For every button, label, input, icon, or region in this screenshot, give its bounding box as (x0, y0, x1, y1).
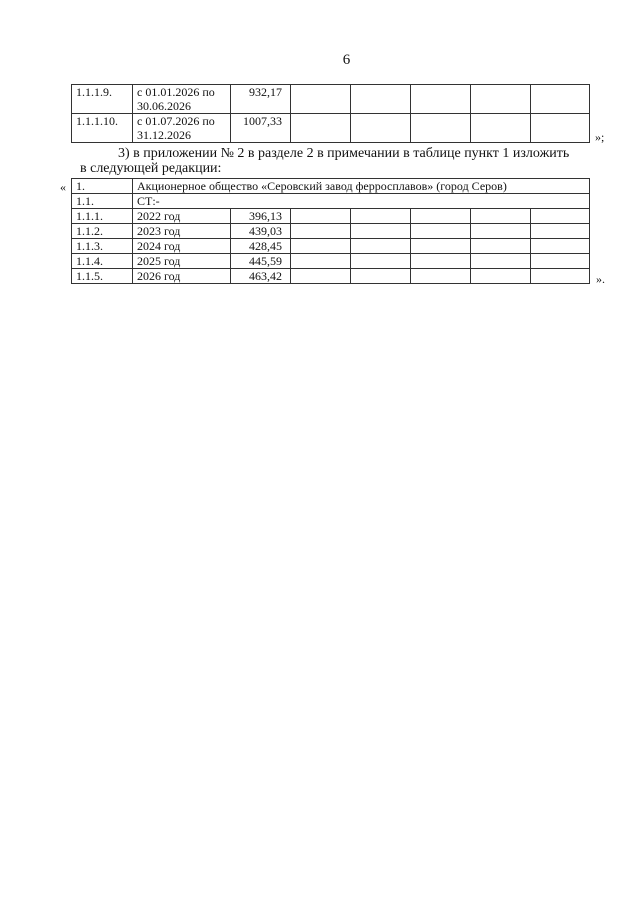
empty-cell (471, 114, 531, 143)
empty-cell (291, 85, 351, 114)
row-year: 2024 год (133, 239, 231, 254)
table-row (72, 209, 590, 224)
row-year: 2023 год (133, 224, 231, 239)
amendment-paragraph-line1: 3) в приложении № 2 в разделе 2 в примечании в таблице пункт 1 изложить (118, 146, 570, 161)
row-value: 463,42 (231, 269, 291, 284)
empty-cell (471, 239, 531, 254)
row-code: 1.1.1.10. (72, 114, 133, 143)
empty-cell (351, 224, 411, 239)
table-row (72, 224, 590, 239)
row-value: 445,59 (231, 254, 291, 269)
empty-cell (471, 224, 531, 239)
row-year: 2025 год (133, 254, 231, 269)
empty-cell (351, 269, 411, 284)
empty-cell (411, 114, 471, 143)
row-value: 396,13 (231, 209, 291, 224)
tariff-table-new (71, 178, 590, 284)
empty-cell (531, 224, 590, 239)
empty-cell (531, 254, 590, 269)
empty-cell (531, 209, 590, 224)
row-value: 1007,33 (231, 114, 291, 143)
closing-quote: »; (595, 130, 605, 144)
sub-code: 1.1. (72, 194, 133, 209)
empty-cell (531, 85, 590, 114)
tariff-table-continuation (71, 84, 590, 143)
opening-quote: « (60, 180, 66, 194)
empty-cell (471, 269, 531, 284)
sub-label: СТ:- (133, 194, 590, 209)
empty-cell (291, 209, 351, 224)
amendment-paragraph-line2: в следующей редакции: (80, 161, 222, 176)
empty-cell (471, 85, 531, 114)
empty-cell (411, 239, 471, 254)
row-year: 2026 год (133, 269, 231, 284)
table-row (72, 254, 590, 269)
table-header-row (72, 179, 590, 194)
closing-quote: ». (596, 272, 605, 286)
row-code: 1.1.3. (72, 239, 133, 254)
empty-cell (531, 114, 590, 143)
empty-cell (291, 254, 351, 269)
empty-cell (351, 85, 411, 114)
table-row (72, 239, 590, 254)
empty-cell (351, 254, 411, 269)
row-code: 1.1.5. (72, 269, 133, 284)
row-code: 1.1.2. (72, 224, 133, 239)
row-period: с 01.01.2026 по 30.06.2026 (133, 85, 231, 114)
table-row (72, 269, 590, 284)
empty-cell (411, 269, 471, 284)
table-row (72, 85, 590, 114)
empty-cell (531, 269, 590, 284)
empty-cell (471, 209, 531, 224)
table-subheader-row (72, 194, 590, 209)
row-code: 1.1.1. (72, 209, 133, 224)
row-code: 1.1.4. (72, 254, 133, 269)
empty-cell (291, 114, 351, 143)
empty-cell (351, 114, 411, 143)
empty-cell (291, 239, 351, 254)
row-value: 439,03 (231, 224, 291, 239)
row-value: 428,45 (231, 239, 291, 254)
empty-cell (411, 209, 471, 224)
row-period: с 01.07.2026 по 31.12.2026 (133, 114, 231, 143)
empty-cell (411, 224, 471, 239)
row-code: 1.1.1.9. (72, 85, 133, 114)
empty-cell (351, 209, 411, 224)
table-row (72, 114, 590, 143)
page-number: 6 (342, 52, 351, 68)
empty-cell (411, 254, 471, 269)
empty-cell (291, 224, 351, 239)
header-code: 1. (72, 179, 133, 194)
empty-cell (531, 239, 590, 254)
empty-cell (471, 254, 531, 269)
row-value: 932,17 (231, 85, 291, 114)
empty-cell (291, 269, 351, 284)
empty-cell (351, 239, 411, 254)
organization-name: Акционерное общество «Серовский завод ферросплавов» (город Серов) (133, 179, 590, 194)
empty-cell (411, 85, 471, 114)
row-year: 2022 год (133, 209, 231, 224)
